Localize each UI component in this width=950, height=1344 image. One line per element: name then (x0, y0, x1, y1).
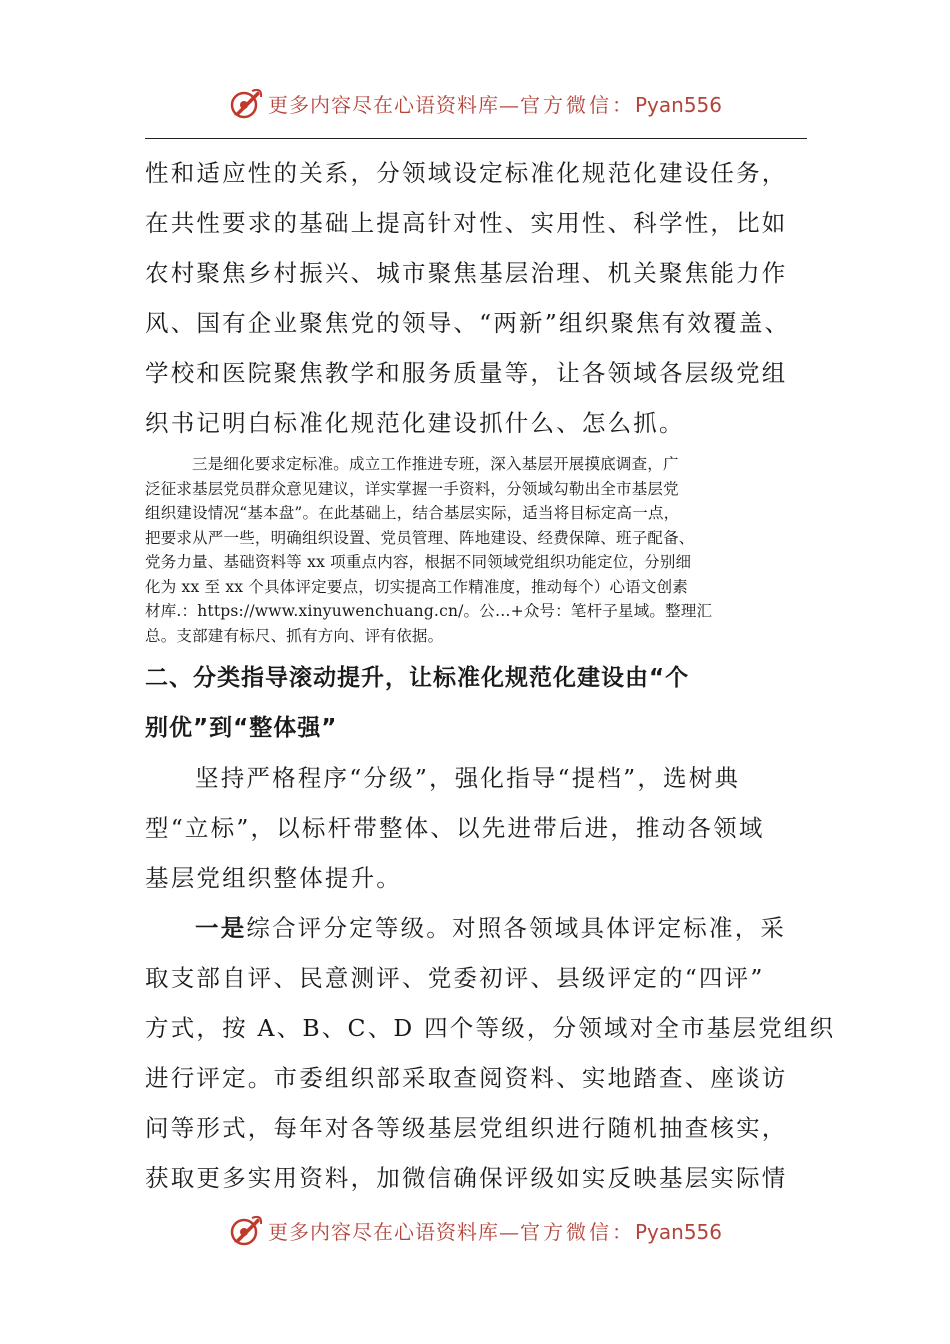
document-body (145, 148, 836, 1203)
header-divider (145, 138, 807, 139)
section-heading (145, 653, 807, 753)
text-line: 取支部自评、民意测评、党委初评、县级评定的“四评” (145, 964, 765, 992)
heading-line: 二、分类指导滚动提升，让标准化规范化建设由“个 (145, 665, 690, 691)
text-line: 基层党组织整体提升。 (145, 864, 402, 892)
paragraph-2-small (145, 452, 807, 648)
text-line: 在共性要求的基础上提高针对性、实用性、科学性，比如 (145, 209, 788, 237)
text-line: 材库.：https://www.xinyuwenchuang.cn/。公…+众号：笔杆子星域。整理汇 (145, 602, 713, 620)
header-banner (0, 83, 950, 123)
footer-banner-text: 更多内容尽在心语资料库—官方微信：Pyan556 (267, 1219, 722, 1244)
text-line: 党务力量、基础资料等 xx 项重点内容，根据不同领域党组织功能定位，分别细 (145, 553, 692, 571)
text-line: 组织建设情况“基本盘”。在此基础上，结合基层实际，适当将目标定高一点， (145, 504, 680, 522)
text-line: 农村聚焦乡村振兴、城市聚焦基层治理、机关聚焦能力作 (145, 259, 788, 287)
text-line: 学校和医院聚焦教学和服务质量等，让各领域各层级党组 (145, 359, 788, 387)
text-line: 三是细化要求定标准。成立工作推进专班，深入基层开展摸底调查，广 (192, 455, 679, 473)
text-line: 问等形式，每年对各等级基层党组织进行随机抽查核实， (145, 1114, 788, 1142)
text-line: 泛征求基层党员群众意见建议，详实掌握一手资料，分领域勾勒出全市基层党 (145, 479, 679, 498)
paragraph-3 (145, 753, 807, 903)
quill-logo-icon (228, 85, 264, 121)
bold-lead: 一是 (195, 914, 247, 942)
paragraph-1 (145, 148, 807, 448)
quill-logo-icon (228, 1212, 264, 1248)
text-line: 总。支部建有标尺、抓有方向、评有依据。 (145, 626, 444, 645)
header-banner-text: 更多内容尽在心语资料库—官方微信：Pyan556 (267, 92, 722, 117)
text-line: 一是综合评分定等级。对照各领域具体评定标准，采 (195, 914, 787, 942)
footer-banner (0, 1210, 950, 1250)
text-line: 方式，按 A、B、C、D 四个等级，分领域对全市基层党组织 (145, 1014, 836, 1042)
text-line: 性和适应性的关系，分领域设定标准化规范化建设任务， (145, 159, 788, 187)
text-line: 获取更多实用资料，加微信确保评级如实反映基层实际情 (145, 1164, 788, 1192)
text-line: 型“立标”，以标杆带整体、以先进带后进，推动各领域 (145, 814, 765, 842)
paragraph-4 (145, 903, 836, 1203)
text-line: 织书记明白标准化规范化建设抓什么、怎么抓。 (145, 409, 685, 437)
text-line: 把要求从严一些，明确组织设置、党员管理、阵地建设、经费保障、班子配备、 (145, 528, 695, 547)
text-line: 风、国有企业聚焦党的领导、“两新”组织聚焦有效覆盖、 (145, 309, 791, 337)
text-line: 坚持严格程序“分级”，强化指导“提档”，选树典 (195, 764, 741, 792)
text-line: 化为 xx 至 xx 个具体评定要点，切实提高工作精准度，推动每个）心语文创素 (145, 577, 688, 596)
text-line: 进行评定。市委组织部采取查阅资料、实地踏查、座谈访 (145, 1064, 788, 1092)
heading-line: 别优”到“整体强” (145, 715, 338, 741)
